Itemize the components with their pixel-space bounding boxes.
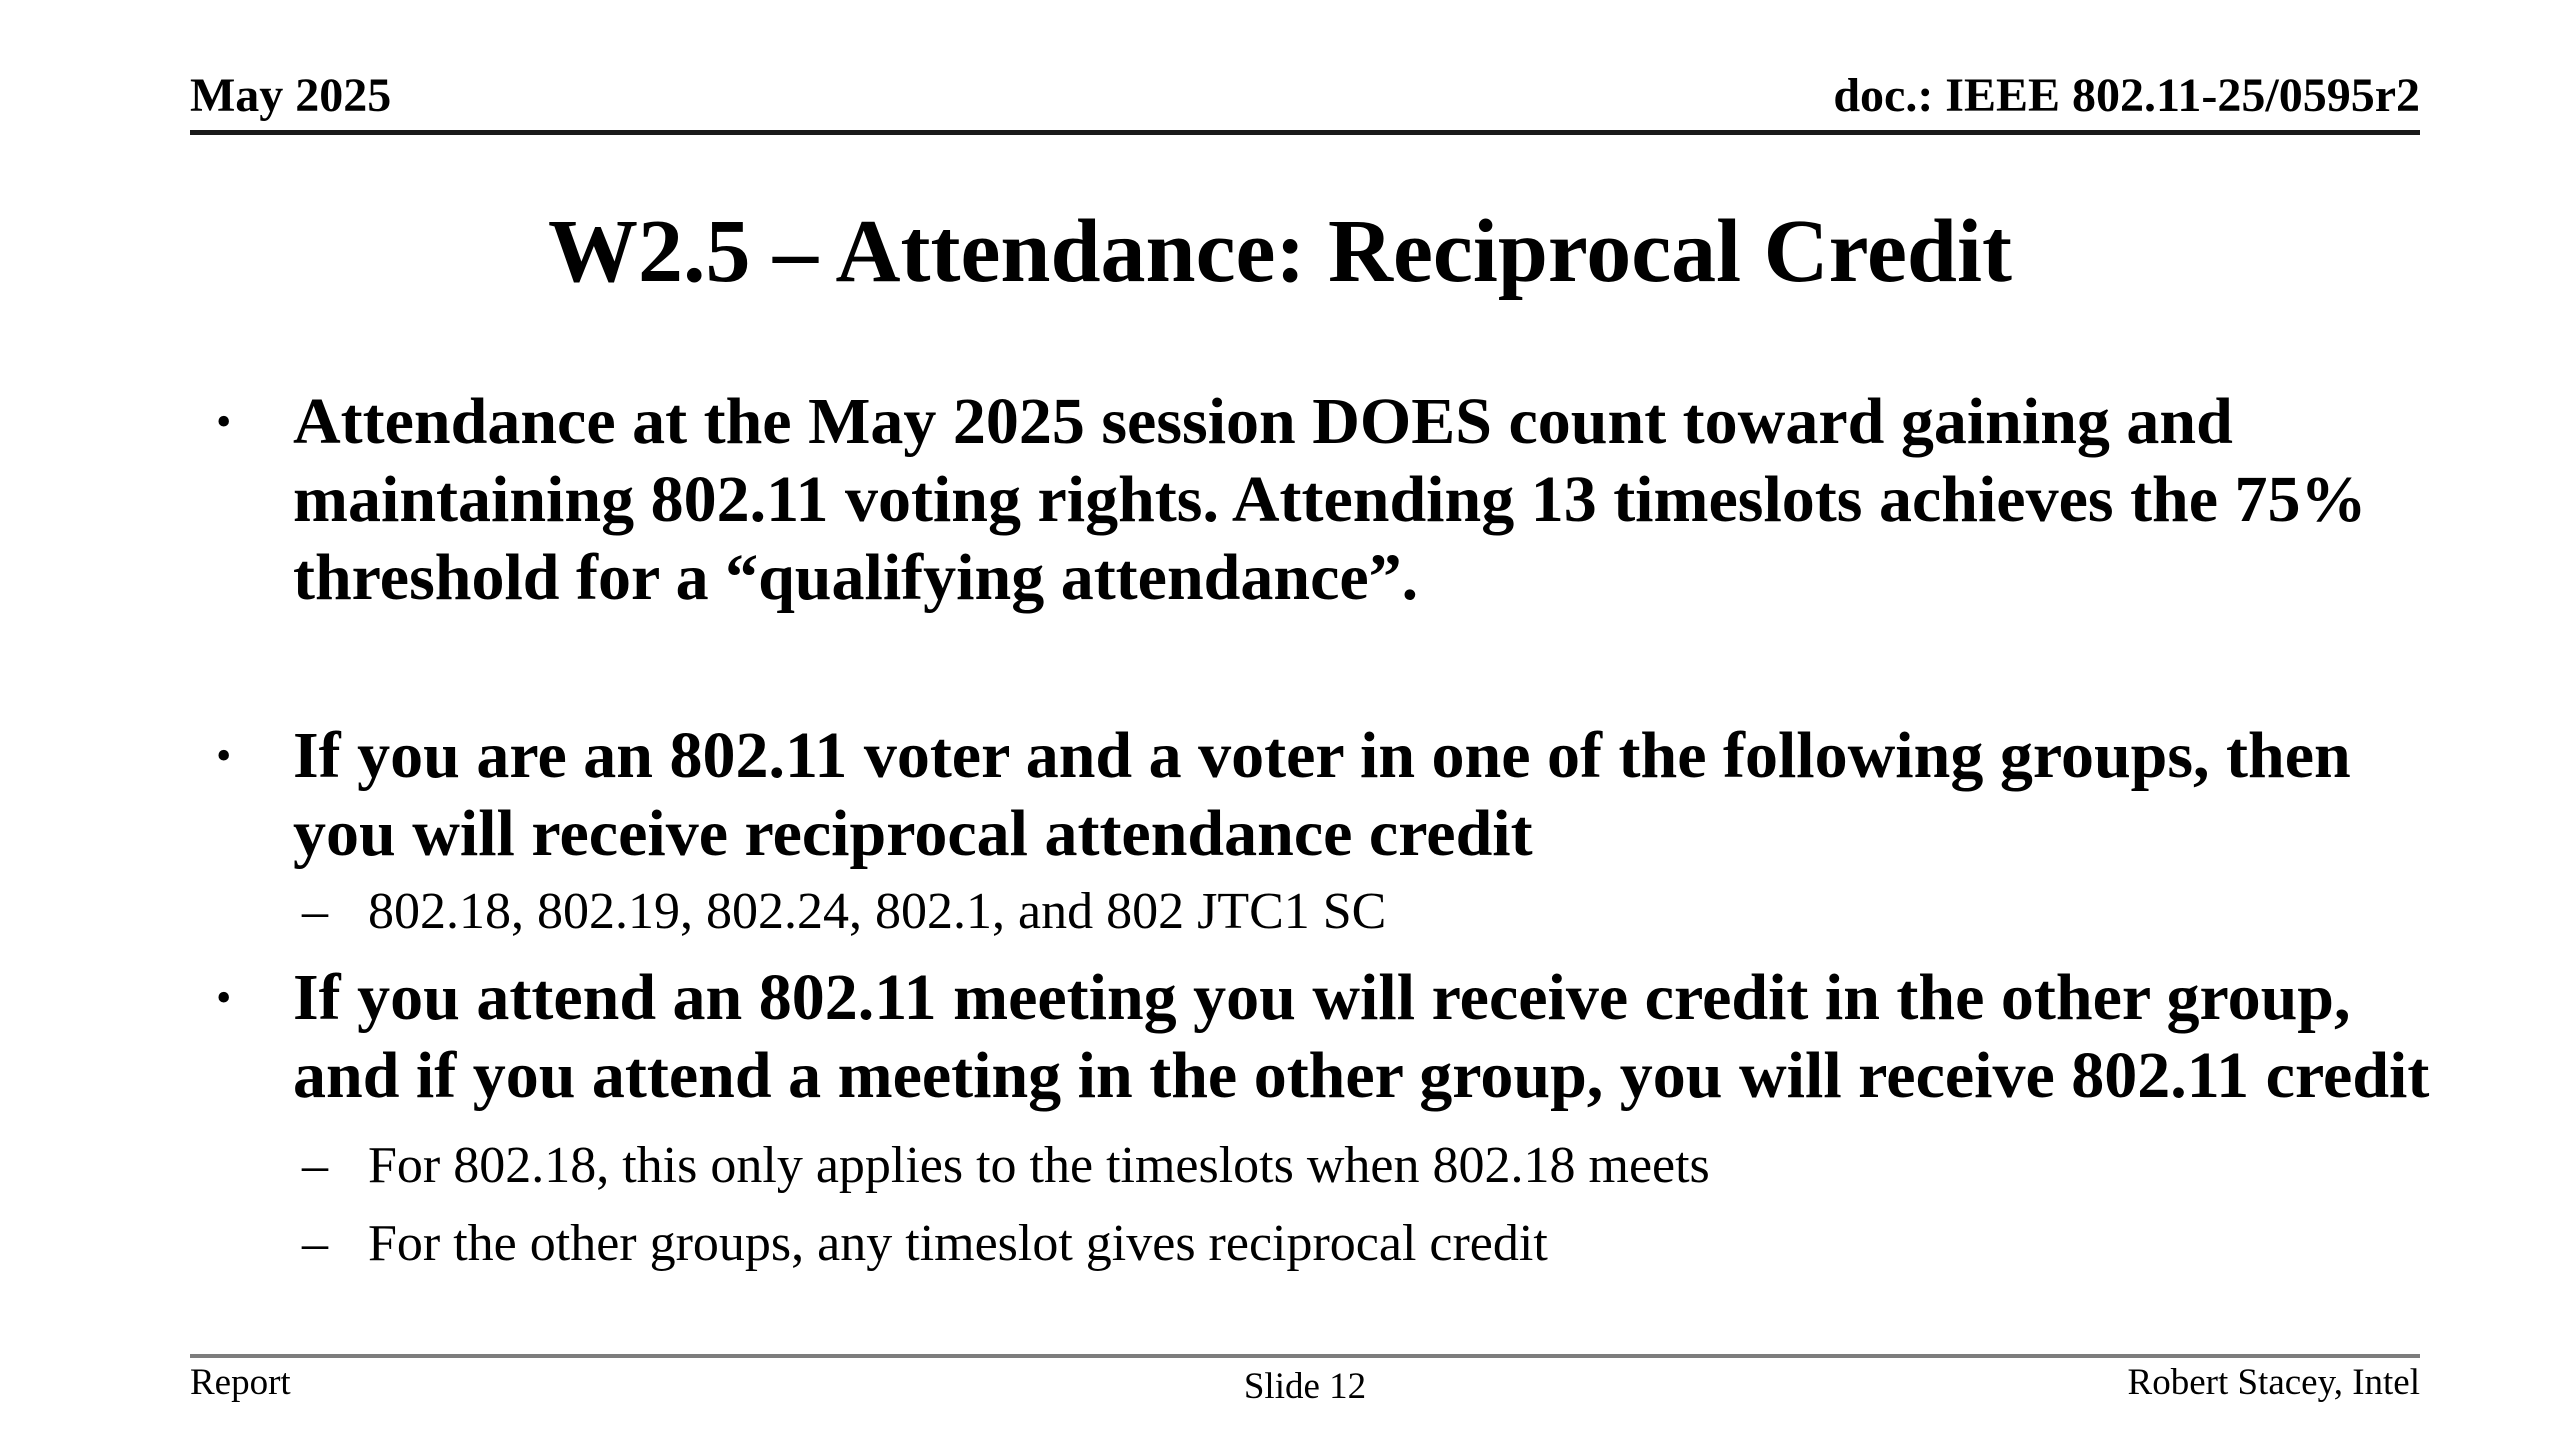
sub-bullet-item-3 — [190, 1205, 2430, 1283]
header-date: May 2025 — [190, 69, 392, 122]
bullet-text: If you attend an 802.11 meeting you will receive credit in the other group, and if you attend a meeting in the other group, you will receive 802.11 credit — [293, 961, 2430, 1112]
footer-slide-number: Slide 12 — [1243, 1366, 1367, 1407]
dash-icon: – — [302, 1137, 328, 1194]
bullet-icon: • — [216, 731, 232, 780]
slide-title: W2.5 – Attendance: Reciprocal Credit — [548, 202, 2012, 301]
sub-bullet-item-1 — [190, 873, 2430, 951]
bullet-item-3 — [190, 959, 2430, 1115]
dash-icon: – — [302, 1215, 328, 1272]
bullet-icon: • — [216, 973, 232, 1022]
sub-bullet-text: 802.18, 802.19, 802.24, 802.1, and 802 JTC1 SC — [368, 883, 1387, 940]
sub-bullet-item-2 — [190, 1127, 2430, 1205]
bullet-item-1 — [190, 383, 2430, 617]
bullet-icon: • — [216, 397, 232, 446]
bullet-item-2 — [190, 717, 2430, 873]
bullet-text: If you are an 802.11 voter and a voter in one of the following groups, then you will receive reciprocal attendance credit — [293, 719, 2351, 870]
sub-bullet-text: For the other groups, any timeslot gives reciprocal credit — [368, 1215, 1548, 1272]
slide-header — [190, 70, 2420, 135]
sub-bullet-text: For 802.18, this only applies to the timeslots when 802.18 meets — [368, 1137, 1710, 1194]
bullet-text: Attendance at the May 2025 session DOES count toward gaining and maintaining 802.11 voting rights. Attending 13 timeslots achieves the 75% threshold for a “qualifying attendance”. — [293, 385, 2367, 614]
footer-report-label: Report — [190, 1362, 291, 1403]
slide-footer — [190, 1354, 2420, 1405]
footer-author: Robert Stacey, Intel — [2127, 1362, 2420, 1403]
dash-icon: – — [302, 883, 328, 940]
header-doc-number: doc.: IEEE 802.11-25/0595r2 — [1833, 69, 2420, 122]
slide-body — [190, 383, 2430, 1283]
